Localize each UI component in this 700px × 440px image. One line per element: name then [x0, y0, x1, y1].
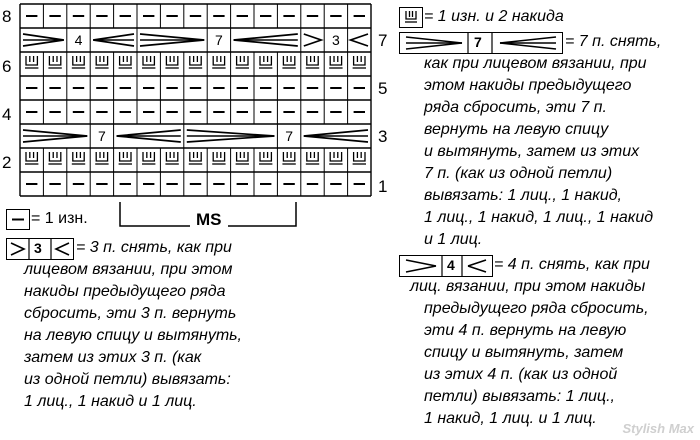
- row-number-7: 7: [378, 31, 388, 50]
- row-number-3: 3: [378, 127, 388, 146]
- ms-label: MS: [190, 210, 228, 230]
- watermark: Stylish Max: [622, 421, 694, 436]
- row-number-2: 2: [2, 153, 12, 172]
- legend-cross3-line-3: сбросить, эти 3 п. вернуть: [24, 305, 237, 322]
- row-number-8: 8: [2, 7, 12, 26]
- legend-cross3-line-6: из одной петли) вывязать:: [24, 371, 231, 388]
- row-number-1: 1: [378, 177, 388, 196]
- legend-cross4-number: 4: [447, 257, 455, 273]
- legend-cross4-line-6: петли) вывязать: 1 лиц.,: [424, 388, 615, 405]
- legend-cross4-symbol: [399, 255, 493, 277]
- ms-bracket: [0, 0, 372, 240]
- legend-cross4-line-4: спицу и вытянуть, затем: [424, 344, 624, 361]
- legend-purl-double-yo-text: = 1 изн. и 2 накида: [424, 8, 564, 25]
- legend-cross3-line-0: = 3 п. снять, как при: [76, 239, 232, 256]
- cross-number: 7: [215, 32, 223, 48]
- legend-purl-symbol: [6, 209, 30, 230]
- legend-cross4-line-7: 1 накид, 1 лиц. и 1 лиц.: [424, 410, 597, 427]
- row-number-5: 5: [378, 79, 388, 98]
- cross-number: 7: [285, 128, 293, 144]
- cross-number: 4: [74, 32, 83, 48]
- legend-cross7-line-7: вывязать: 1 лиц., 1 накид,: [424, 187, 622, 204]
- legend-purl-text: = 1 изн.: [31, 210, 88, 227]
- legend-cross4-line-1: лиц. вязании, при этом накиды: [410, 278, 646, 295]
- legend-cross3-line-4: на левую спицу и вытянуть,: [24, 327, 242, 344]
- legend-cross3-symbol: [6, 238, 74, 260]
- legend-cross4-line-2: предыдущего ряда сбросить,: [424, 300, 649, 317]
- legend-cross3-line-7: 1 лиц., 1 накид и 1 лиц.: [24, 393, 197, 410]
- legend-cross7-line-9: и 1 лиц.: [424, 231, 483, 248]
- legend-cross7-line-6: 7 п. (как из одной петли): [424, 165, 613, 182]
- legend-cross3-line-2: накиды предыдущего ряда: [24, 283, 226, 300]
- legend-cross7-line-3: ряда сбросить, эти 7 п.: [424, 99, 607, 116]
- legend-cross7-line-1: как при лицевом вязании, при: [424, 55, 647, 72]
- legend-cross7-line-5: и вытянуть, затем из этих: [424, 143, 640, 160]
- legend-cross4-line-5: из этих 4 п. (как из одной: [424, 366, 618, 383]
- legend-cross7-number: 7: [474, 34, 482, 50]
- cross-number: 7: [98, 128, 106, 144]
- legend-cross7-line-0: = 7 п. снять,: [565, 33, 662, 50]
- legend-cross7-symbol: [399, 32, 563, 54]
- legend-cross3-line-1: лицевом вязании, при этом: [24, 261, 233, 278]
- legend-purl-double-yo-symbol: [399, 7, 423, 28]
- legend-cross4-line-3: эти 4 п. вернуть на левую: [424, 322, 627, 339]
- legend-cross3-number: 3: [34, 240, 42, 256]
- legend-cross7-line-2: этом накиды предыдущего: [424, 77, 632, 94]
- legend-cross7-line-4: вернуть на левую спицу: [424, 121, 609, 138]
- legend-cross3-line-5: затем из этих 3 п. (как: [24, 349, 202, 366]
- row-number-6: 6: [2, 57, 12, 76]
- legend-cross4-line-0: = 4 п. снять, как при: [494, 256, 650, 273]
- legend-cross7-line-8: 1 лиц., 1 накид, 1 лиц., 1 накид: [424, 209, 654, 226]
- row-number-4: 4: [2, 105, 12, 124]
- cross-number: 3: [332, 32, 340, 48]
